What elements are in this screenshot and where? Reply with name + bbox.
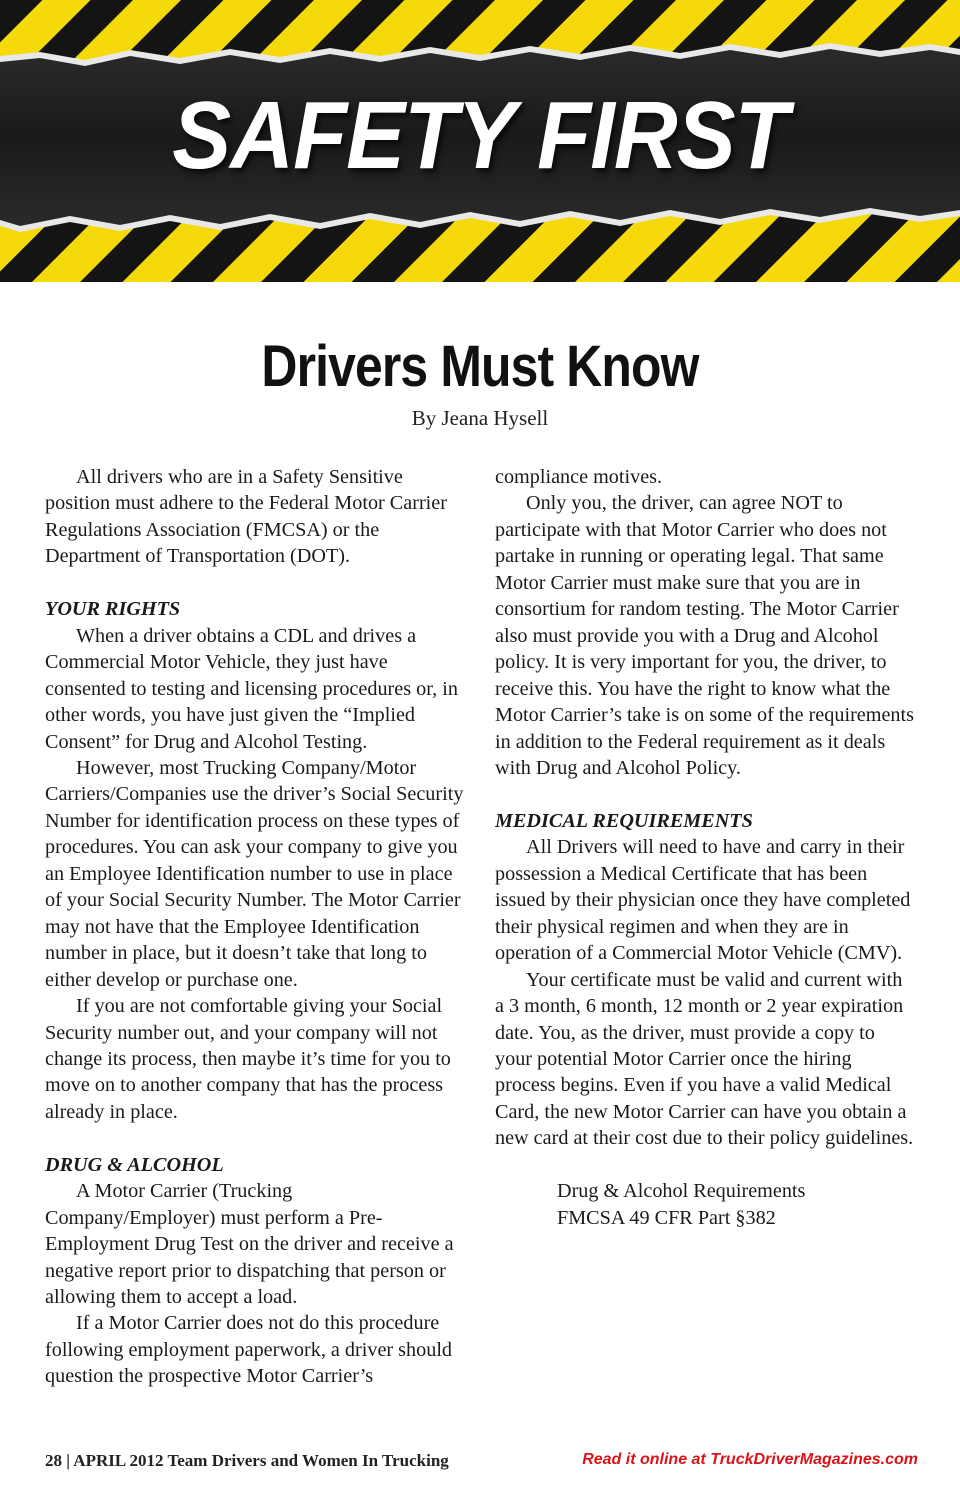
- drug-paragraph-3: Only you, the driver, can agree NOT to participate with that Motor Carrier who does not partake in running or operating legal. That same Motor Carrier must make sure that you are in consortium for random testing. The Motor Carrier also must provide you with a Drug and Alcohol policy. It is very important for you, the driver, to receive this. You have the right to know what the Motor Carrier’s take is on some of the requirements in addition to the Federal requirement as it deals with Drug and Alcohol Policy.: [495, 492, 914, 779]
- reference-line-2: FMCSA 49 CFR Part §382: [557, 1206, 776, 1229]
- your-rights-heading: YOUR RIGHTS: [45, 598, 181, 621]
- section-title: SAFETY FIRST: [172, 82, 788, 189]
- rights-paragraph-3: If you are not comfortable giving your Social Security number out, and your company will not change its process, then maybe it’s time for you to move on to another company that has the process already in place.: [45, 995, 451, 1123]
- intro-paragraph: All drivers who are in a Safety Sensitive position must adhere to the Federal Motor Carrier Regulations Association (FMCSA) or the Department of Transportation (DOT).: [45, 466, 447, 568]
- drug-paragraph-2: If a Motor Carrier does not do this procedure following employment paperwork, a driver should question the prospective Motor Carrier’s: [45, 1312, 453, 1388]
- article-byline: By Jeana Hysell: [411, 406, 549, 430]
- left-column: [45, 464, 465, 1390]
- right-column: [495, 464, 915, 1231]
- drug-alcohol-heading: DRUG & ALCOHOL: [45, 1153, 224, 1176]
- website-link[interactable]: Read it online at TruckDriverMagazines.com: [582, 1451, 918, 1468]
- article-headline: Drivers Must Know: [261, 334, 699, 399]
- rights-paragraph-1: When a driver obtains a CDL and drives a Commercial Motor Vehicle, they just have consented to testing and licensing procedures or, in other words, you have just given the “Implied Consent” for Drug and Alcohol Testing.: [45, 624, 458, 753]
- medical-paragraph-2: Your certificate must be valid and current with a 3 month, 6 month, 12 month or 2 year expiration date. You, as the driver, must provide a copy to your potential Motor Carrier once the hiring process begins. Even if you have a valid Medical Card, the new Motor Carrier can have you obtain a new card at their cost due to their policy guidelines.: [495, 968, 914, 1150]
- drug-paragraph-1: A Motor Carrier (Trucking Company/Employer) must perform a Pre-Employment Drug Test on the driver and receive a negative report prior to dispatching that person or allowing them to accept a load.: [45, 1180, 454, 1309]
- medical-requirements-heading: MEDICAL REQUIREMENTS: [495, 809, 753, 832]
- safety-first-banner: [0, 0, 960, 285]
- rights-paragraph-2: However, most Trucking Company/Motor Carriers/Companies use the driver’s Social Security Number for identification process on these types of procedures. You can ask your company to give you an Employee Identification number to use in place of your Social Security Number. The Motor Carrier may not have that the Employee Identification number in place, but it doesn’t take that long to either develop or purchase one.: [45, 756, 464, 991]
- medical-paragraph-1: All Drivers will need to have and carry in their possession a Medical Certificate that has been issued by their physician once they have completed their physical regimen and when they are in operation of a Commercial Motor Vehicle (CMV).: [495, 836, 911, 965]
- reference-line-1: Drug & Alcohol Requirements: [557, 1180, 806, 1203]
- drug-paragraph-2-continued: compliance motives.: [495, 466, 663, 488]
- page-footer-folio: 28 | APRIL 2012 Team Drivers and Women In Trucking: [45, 1451, 449, 1470]
